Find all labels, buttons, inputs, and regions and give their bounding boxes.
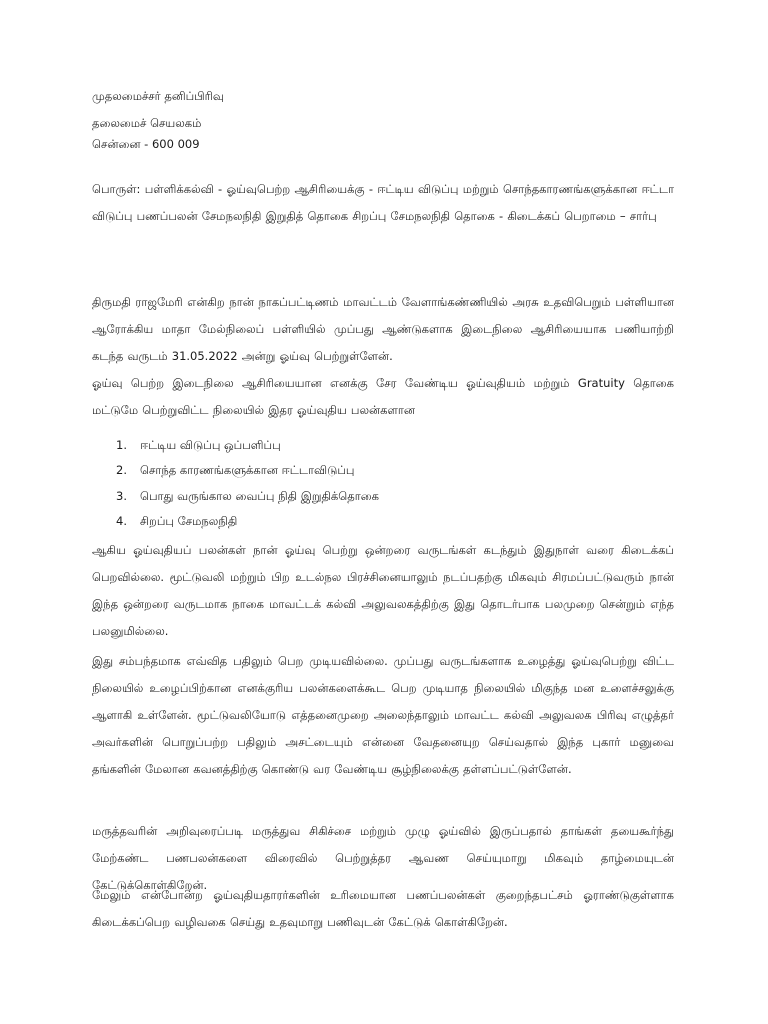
address-line-3: சென்னை - 600 009 [92, 137, 200, 151]
list-item: 3. பொது வருங்கால வைப்பு நிதி இறுதிக்தொகை [116, 489, 379, 503]
paragraph-3: ஆகிய ஓய்வுதியப் பலன்கள் நான் ஓய்வு பெற்று ஒன்றரை வருடங்கள் கடந்தும் இதுநாள் வரை கிடைக்கப் பெறவில்லை. மூட்டுவலி மற்றும் பிற உடல்நல பிரச்சினையாலும் நடப்பதற்கு மிகவும் சிரமப்பட்டுவரும் நான் இந்த ஒன்றரை வருடமாக நாகை மாவட்டக் கல்வி அலுவலகத்திற்கு இது தொடர்பாக பலமுறை சென்றும் எந்த பலனுமில்லை. [92, 543, 674, 638]
paragraph-2: ஓய்வு பெற்ற இடைநிலை ஆசிரியையான எனக்கு சேர வேண்டிய ஓய்வுதியம் மற்றும் Gratuity தொகை மட்டுமே பெற்றுவிட்ட நிலையில் இதர ஓய்வுதிய பலன்களான [92, 376, 674, 417]
paragraph-5: மருத்தவரின் அறிவுரைப்படி மருத்துவ சிகிச்சை மற்றும் முழு ஓய்வில் இருப்பதால் தாங்கள் தயைகூர்ந்து மேற்கண்ட பணபலன்களை விரைவில் பெற்றுத்தர ஆவண செய்யுமாறு மிகவும் தாழ்மையுடன் கேட்டுக்கொள்கிறேன். [92, 824, 674, 892]
list-item: 2. சொந்த காரணங்களுக்கான ஈட்டாவிடுப்பு [116, 463, 355, 477]
paragraph-6: மேலும் என்போன்ற ஓய்வுதியதாரர்களின் உரிமையான பணப்பலன்கள் குறைந்தபட்சம் ஓராண்டுகுள்ளாக கிடைக்கப்பெற வழிவகை செய்து உதவுமாறு பணிவுடன் கேட்டுக் கொள்கிறேன். [92, 888, 674, 929]
paragraph-4: இது சம்பந்தமாக எவ்வித பதிலும் பெற முடியவில்லை. முப்பது வருடங்களாக உழைத்து ஓய்வுபெற்று விட்ட நிலையில் உழைப்பிற்கான எனக்குரிய பலன்களைக்கூட பெற முடியாத நிலையில் மிகுந்த மன உளைச்சலுக்கு ஆளாகி உள்ளேன். மூட்டுவலியோடு எத்தனைமுறை அலைந்தாலும் மாவட்ட கல்வி அலுவலக பிரிவு எழுத்தர் அவர்களின் பொறுப்பற்ற பதிலும் அசட்டையும் என்னை வேதனையுற செய்வதால் இந்த புகார் மனுவை தங்களின் மேலான கவனத்திற்கு கொண்டு வர வேண்டிய சூழ்நிலைக்கு தள்ளப்பட்டுள்ளேன். [92, 654, 674, 776]
subject-line: பொருள்: பள்ளிக்கல்வி - ஓய்வுபெற்ற ஆசிரியைக்கு - ஈட்டிய விடுப்பு மற்றும் சொந்தகாரணங்களுக்கான ஈட்டா விடுப்பு பணப்பலன் சேமநலநிதி இறுதித் தொகை சிறப்பு சேமநலநிதி தொகை - கிடைக்கப் பெறாமை – சார்பு [92, 182, 674, 223]
list-item: 1. ஈட்டிய விடுப்பு ஒப்பளிப்பு [116, 438, 281, 452]
address-line-1: முதலமைச்சர் தனிப்பிரிவு [92, 89, 224, 103]
list-item: 4. சிறப்பு சேமநலநிதி [116, 514, 238, 528]
address-line-2: தலைமைச் செயலகம் [92, 116, 202, 130]
paragraph-1: திருமதி ராஜமேரி என்கிற நான் நாகப்பட்டிணம் மாவட்டம் வேளாங்கண்ணியில் அரசு உதவிபெறும் பள்ளியான ஆரோக்கிய மாதா மேல்நிலைப் பள்ளியில் முப்பது ஆண்டுகளாக இடைநிலை ஆசிரியையாக பணியாற்றி கடந்த வருடம் 31.05.2022 அன்று ஓய்வு பெற்றுள்ளேன். [92, 295, 674, 363]
